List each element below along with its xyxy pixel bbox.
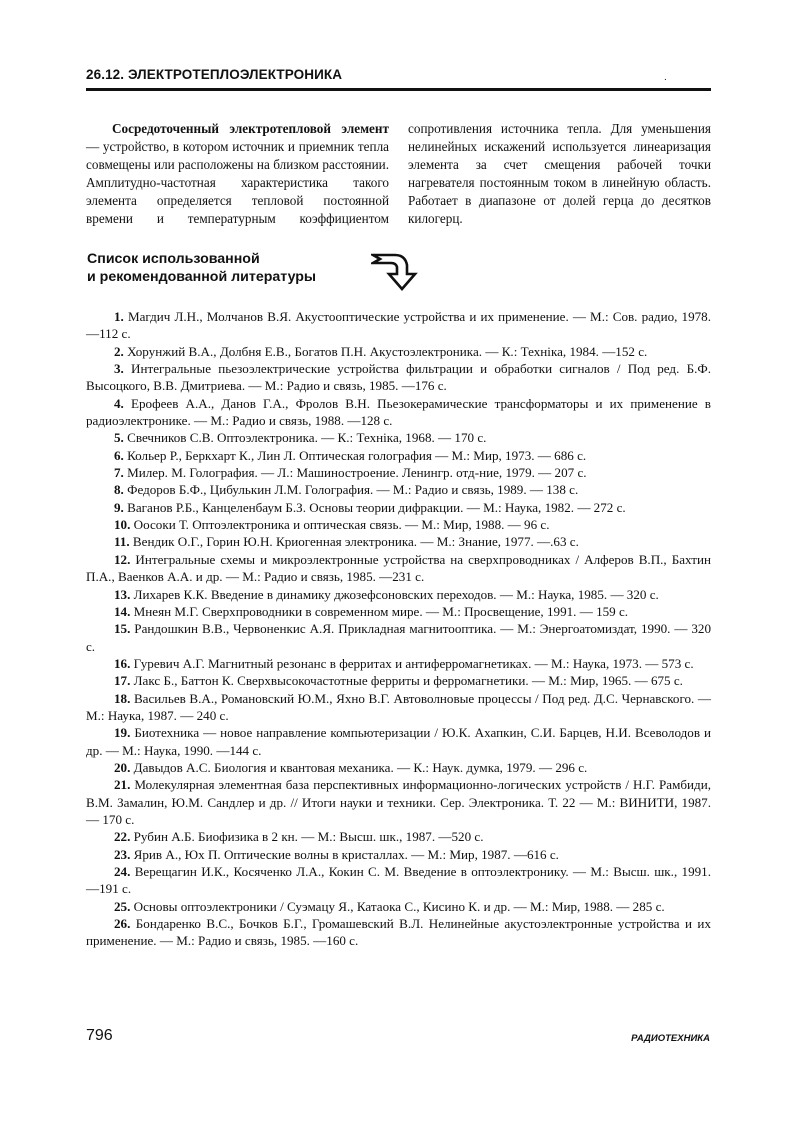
reference-item [86,898,711,915]
reference-text: Магдич Л.Н., Молчанов В.Я. Акустооптические устройства и их применение. — М.: Сов. радио, 1978. —112 с. [86,309,711,342]
reference-item [86,586,711,603]
stray-mark: . [664,72,667,83]
reference-text: Ярив А., Юх П. Оптические волны в кристаллах. — М.: Мир, 1987. —616 с. [130,846,559,862]
reference-text: Оосоки Т. Оптоэлектроника и оптическая связь. — М.: Мир, 1988. — 96 с. [130,517,550,533]
reference-text: Интегральные пьезоэлектрические устройства фильтрации и обработки сигналов / Под ред. Б.Ф. Высоцкого, В.В. Дмитриева. — М.: Радио и связь, 1985. —176 с. [86,361,711,394]
reference-number: 13. [114,586,131,602]
reference-number: 2. [114,343,124,359]
reference-item [86,620,711,655]
reference-text: Биотехника — новое направление компьютеризации / Ю.К. Ахапкин, С.И. Барцев, Н.И. Всеволодов и др. — М.: Наука, 1990. —144 с. [86,725,711,758]
reference-number: 9. [114,499,124,515]
page-number: 796 [86,1027,113,1044]
references-heading-line1: Список использованной [87,251,260,267]
reference-text: Лихарев К.К. Введение в динамику джозефсоновских переходов. — М.: Наука, 1985. — 320 с. [130,586,659,602]
intro-text [86,120,711,227]
reference-item [86,551,711,586]
reference-item [86,672,711,689]
reference-text: Лакс Б., Баттон К. Сверхвысокочастотные ферриты и ферромагнетики. — М.: Мир, 1965. — 675 с. [130,673,683,689]
reference-item [86,846,711,863]
reference-number: 20. [114,759,131,775]
reference-item [86,481,711,498]
reference-item [86,603,711,620]
reference-text: Милер. М. Голография. — Л.: Машиностроение. Ленингр. отд-ние, 1979. — 207 с. [123,465,587,481]
reference-number: 19. [114,725,131,741]
reference-number: 16. [114,655,131,671]
reference-number: 7. [114,465,124,481]
reference-number: 11. [114,534,130,550]
reference-number: 6. [114,447,124,463]
reference-text: Ерофеев А.А., Данов Г.А., Фролов В.Н. Пьезокерамические трансформаторы и их применение в радиоэлектронике. — М.: Радио и связь, 1988. —128 с. [86,395,711,429]
reference-number: 26. [114,916,131,932]
reference-item [86,724,711,759]
reference-item [86,447,711,464]
reference-text: Основы оптоэлектроники / Суэмацу Я., Катаока С., Кисино К. и др. — М.: Мир, 1988. — 285 с. [130,898,665,914]
reference-number: 12. [114,551,131,567]
journal-name: РАДИОТЕХНИКА [631,1033,710,1044]
reference-number: 4. [114,395,124,411]
reference-text: Хорунжий В.А., Долбня Е.В., Богатов П.Н. Акустоэлектроника. — К.: Техніка, 1984. —152 с. [123,343,648,359]
reference-text: Гуревич А.Г. Магнитный резонанс в ферритах и антиферромагнетиках. — М.: Наука, 1973. — 573 с. [130,655,694,671]
reference-text: Бондаренко В.С., Бочков Б.Г., Громашевский В.Л. Нелинейные акустоэлектронные устройства и их применение. — М.: Радио и связь, 1985. —160 с. [86,916,711,949]
intro-paragraph [86,120,711,227]
reference-number: 24. [114,864,131,879]
references-heading-line2: и рекомендованной литературы [87,269,317,285]
reference-number: 23. [114,846,131,862]
reference-text: Васильев В.А., Романовский Ю.М., Яхно В.Г. Автоволновые процессы / Под ред. Д.С. Чернавского. — М.: Наука, 1987. — 240 с. [86,690,711,723]
reference-text: Кольер Р., Беркхарт К., Лин Л. Оптическая голография — М.: Мир, 1973. — 686 с. [123,447,587,463]
reference-item [86,308,711,343]
reference-number: 18. [114,690,131,706]
reference-text: Верещагин И.К., Косяченко Л.А., Кокин С. М. Введение в оптоэлектронику. — М.: Высш. шк., 1991. —191 с. [86,864,711,897]
reference-item [86,533,711,550]
references-heading [87,250,316,286]
reference-number: 22. [114,829,131,845]
reference-number: 25. [114,898,131,914]
reference-number: 15. [114,621,131,637]
reference-text: Рубин А.Б. Биофизика в 2 кн. — М.: Высш. шк., 1987. —520 с. [130,829,484,845]
reference-number: 5. [114,430,124,446]
references-list [86,308,711,950]
reference-text: Ваганов Р.Б., Канцеленбаум Б.З. Основы теории дифракции. — М.: Наука, 1982. — 272 с. [123,499,626,515]
reference-item [86,915,711,950]
reference-text: Давыдов А.С. Биология и квантовая механика. — К.: Наук. думка, 1979. — 296 с. [130,759,588,775]
reference-item [86,464,711,481]
reference-number: 21. [114,777,131,793]
reference-number: 3. [114,361,124,377]
reference-number: 10. [114,517,131,533]
reference-item [86,828,711,845]
reference-text: Мнеян М.Г. Сверхпроводники в современном мире. — М.: Просвещение, 1991. — 159 с. [130,603,629,619]
reference-number: 8. [114,482,124,498]
intro-body: — устройство, в котором источник и приемник тепла совмещены или расположены на близком расстоянии. Амплитудно-частотная характеристика такого элемента определяется тепловой постоянной времени и температурным коэффициентом сопротивления источника тепла. Для уменьшения нелинейных искажений используется линеаризация элемента за счет смещения рабочей точки нагревателя постоянным током в линейную область. Работает в диапазоне от долей герца до десятков килогерц. [86,121,711,226]
reference-item [86,690,711,725]
section-title: 26.12. ЭЛЕКТРОТЕПЛОЭЛЕКТРОНИКА [86,67,343,82]
reference-item [86,863,711,898]
reference-item [86,360,711,395]
reference-number: 14. [114,603,131,619]
reference-item [86,655,711,672]
reference-number: 17. [114,673,131,689]
reference-text: Рандошкин В.В., Червоненкис А.Я. Прикладная магнитооптика. — М.: Энергоатомиздат, 1990. — 320 с. [86,621,711,654]
reference-item [86,499,711,516]
reference-item [86,516,711,533]
reference-item [86,776,711,828]
reference-text: Вендик О.Г., Горин Ю.Н. Криогенная электроника. — М.: Знание, 1977. —.63 с. [129,534,579,550]
reference-text: Федоров Б.Ф., Цибулькин Л.М. Голография. — М.: Радио и связь, 1989. — 138 с. [123,482,579,498]
reference-item [86,395,711,430]
reference-text: Интегральные схемы и микроэлектронные устройства на сверхпроводниках / Алферов В.П., Бахтин П.А., Ваенков А.А. и др. — М.: Радио и связь, 1985. —231 с. [86,551,711,585]
reference-text: Молекулярная элементная база перспективных информационно-логических устройств / Н.Г. Рамбиди, В.М. Замалин, Ю.М. Сандлер и др. // Итоги науки и техники. Сер. Электроника. Т. 22 — М.: ВИНИТИ, 1987. — 170 с. [86,777,711,827]
reference-item [86,759,711,776]
reference-item [86,343,711,360]
header-rule [86,88,711,91]
arrow-turn-down-icon [371,252,419,292]
reference-number: 1. [114,309,124,324]
intro-term: Сосредоточенный электротепловой элемент [112,121,389,136]
reference-item [86,429,711,446]
reference-text: Свечников С.В. Оптоэлектроника. — К.: Техніка, 1968. — 170 с. [123,430,487,446]
